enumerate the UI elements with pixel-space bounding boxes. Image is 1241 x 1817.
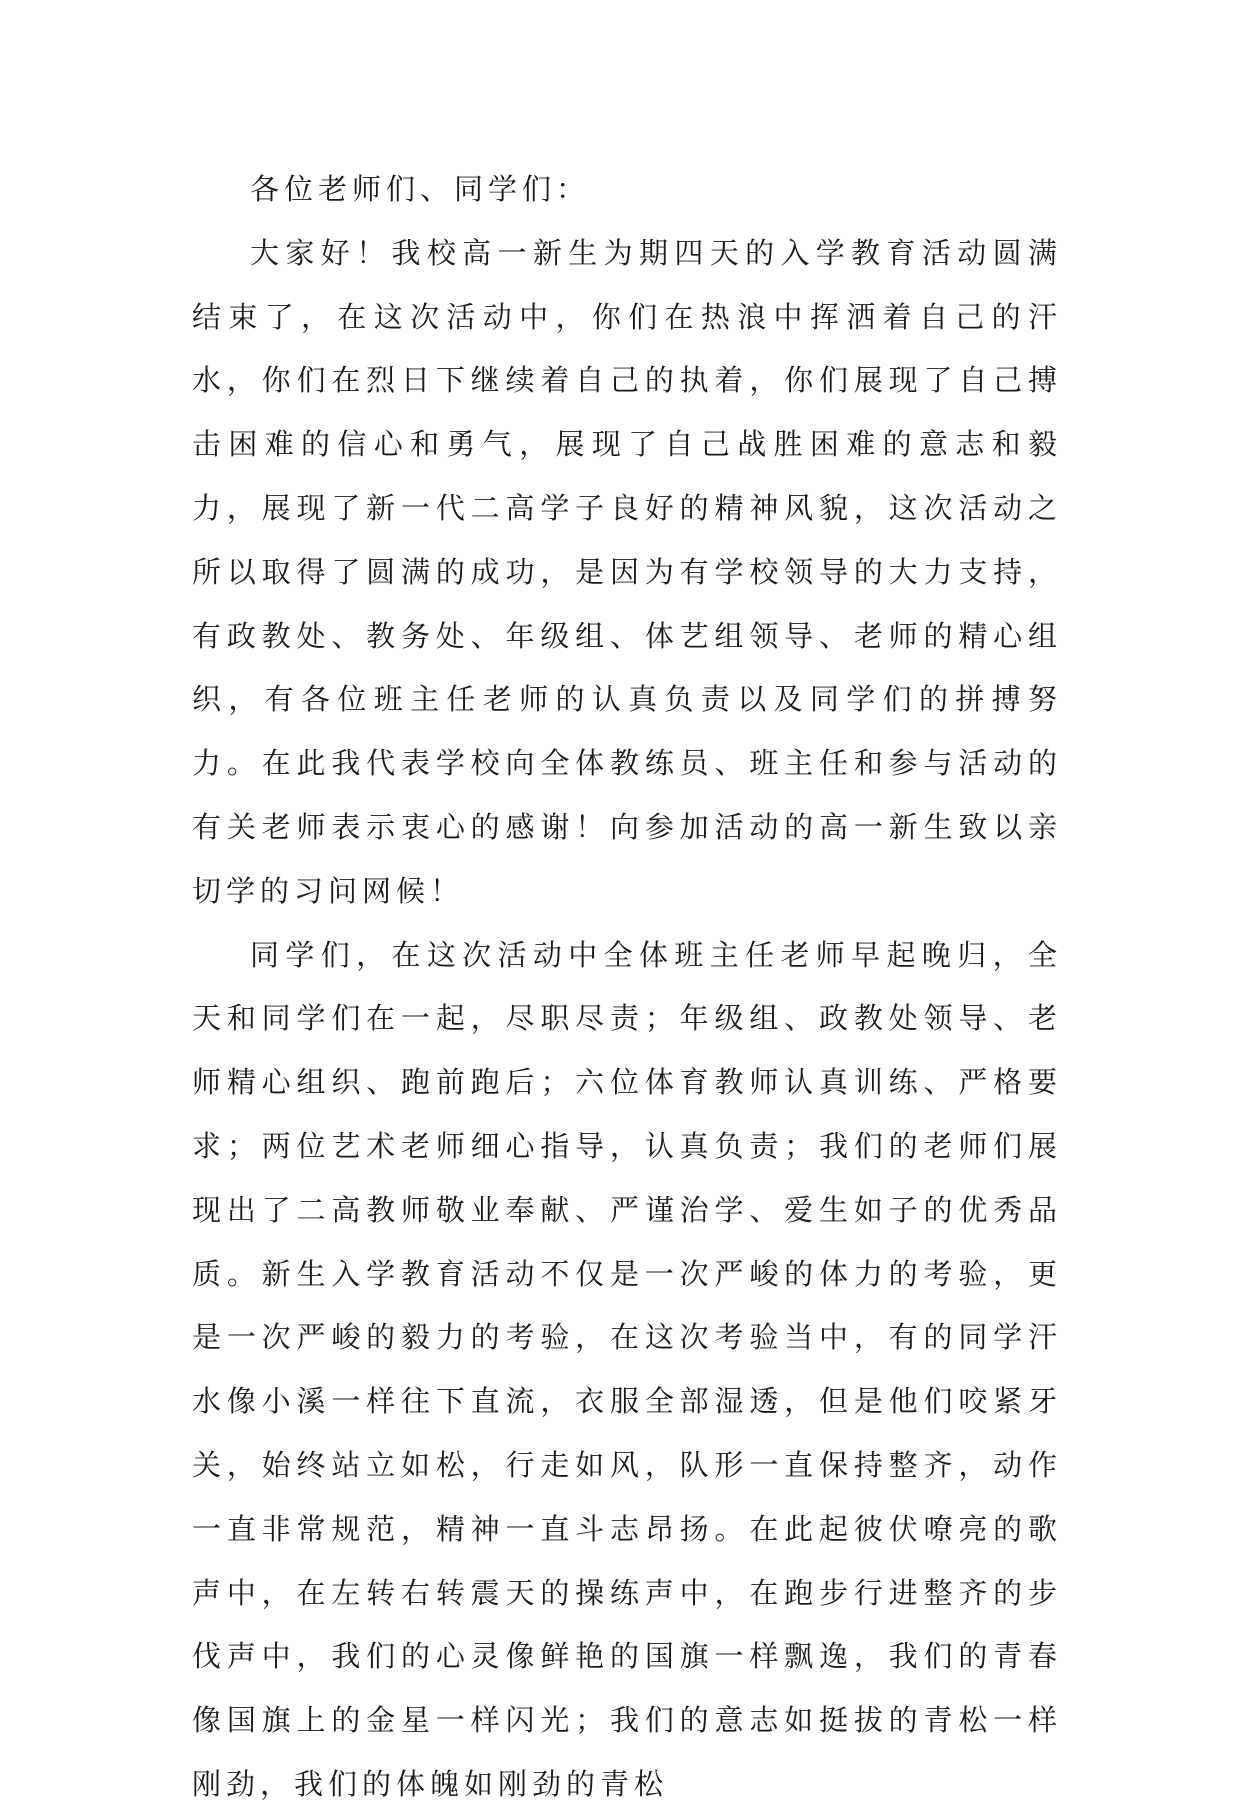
document-body <box>192 158 1062 1817</box>
paragraph-students: 同学们，在这次活动中全体班主任老师早起晚归，全天和同学们在一起，尽职尽责；年级组、政教处领导、老师精心组织、跑前跑后；六位体育教师认真训练、严格要求；两位艺术老师细心指导，认真负责；我们的老师们展现出了二高教师敬业奉献、严谨治学、爱生如子的优秀品质。新生入学教育活动不仅是一次严峻的体力的考验，更是一次严峻的毅力的考验，在这次考验当中，有的同学汗水像小溪一样往下直流，衣服全部湿透，但是他们咬紧牙关，始终站立如松，行走如风，队形一直保持整齐，动作一直非常规范，精神一直斗志昂扬。在此起彼伏嘹亮的歌声中，在左转右转震天的操练声中，在跑步行进整齐的步伐声中，我们的心灵像鲜艳的国旗一样飘逸，我们的青春像国旗上的金星一样闪光；我们的意志如挺拔的青松一样刚劲，我们的体魄如刚劲的青松 <box>192 937 1062 1801</box>
salutation: 各位老师们、同学们： <box>250 172 591 206</box>
paragraph-greeting: 大家好！我校高一新生为期四天的入学教育活动圆满结束了，在这次活动中，你们在热浪中挥洒着自己的汗水，你们在烈日下继续着自己的执着，你们展现了自己搏击困难的信心和勇气，展现了自己战胜困难的意志和毅力，展现了新一代二高学子良好的精神风貌，这次活动之所以取得了圆满的成功，是因为有学校领导的大力支持，有政教处、教务处、年级组、体艺组领导、老师的精心组织，有各位班主任老师的认真负责以及同学们的拼搏努力。在此我代表学校向全体教练员、班主任和参与活动的有关老师表示衷心的感谢！向参加活动的高一新生致以亲切学的习问网候！ <box>192 235 1062 908</box>
